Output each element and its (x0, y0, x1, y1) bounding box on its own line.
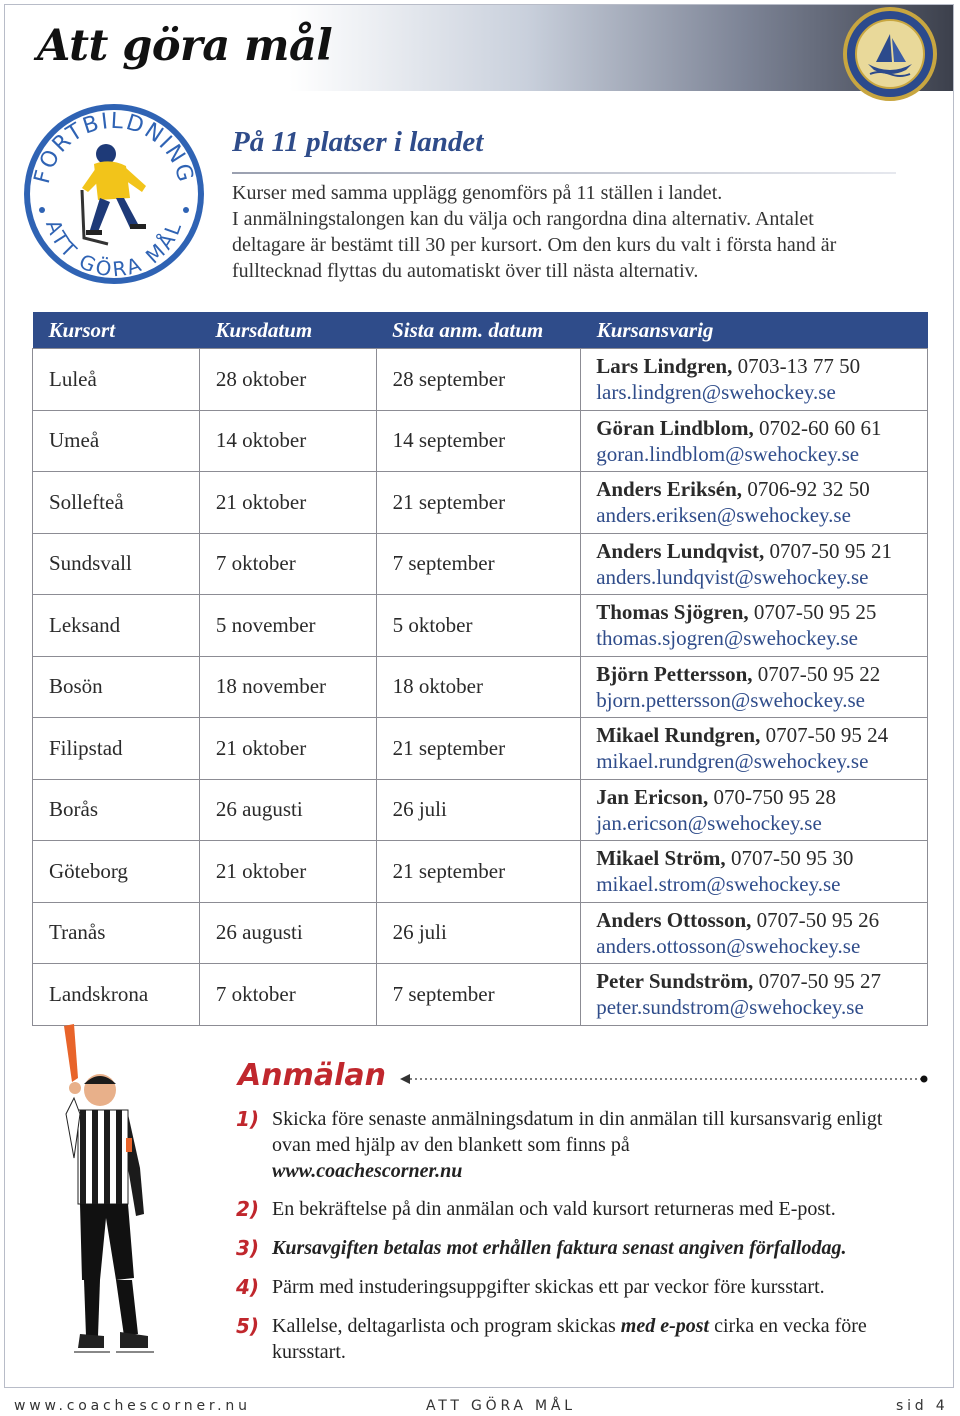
contact-name: Anders Eriksén, (596, 477, 743, 502)
course-date: 28 oktober (199, 349, 376, 411)
contact-name: Lars Lindgren, (596, 354, 733, 379)
course-contact (581, 595, 928, 657)
course-date: 7 oktober (199, 964, 376, 1026)
contact-email-link[interactable]: peter.sundstrom@swehockey.se (596, 995, 864, 1020)
step-text (272, 1313, 926, 1365)
anmalan-title: Anmälan (238, 1058, 386, 1093)
header-banner (5, 5, 953, 91)
contact-name: Mikael Rundgren, (596, 723, 761, 748)
bullet-dot-icon (921, 1076, 928, 1083)
contact-phone: 0707-50 95 22 (752, 661, 881, 686)
course-date: 5 november (199, 595, 376, 657)
step-item (236, 1235, 926, 1261)
column-header: Kursdatum (199, 312, 376, 349)
course-location: Borås (33, 779, 200, 841)
step-text: Pärm med instuderingsuppgifter skickas ett par veckor före kursstart. (272, 1276, 825, 1298)
crest-emblem (842, 6, 938, 102)
svg-text:FORTBILDNING: FORTBILDNING (29, 108, 199, 187)
contact-email-link[interactable]: mikael.rundgren@swehockey.se (596, 749, 869, 774)
arrow-left-icon (400, 1074, 410, 1084)
step-number: 3) (236, 1236, 260, 1260)
table-row (33, 410, 928, 472)
registration-deadline: 26 juli (376, 779, 581, 841)
contact-phone: 0707-50 95 30 (725, 846, 854, 871)
step-number: 4) (236, 1275, 260, 1299)
course-location: Tranås (33, 902, 200, 964)
section-divider (232, 172, 896, 174)
course-location: Filipstad (33, 718, 200, 780)
registration-deadline: 28 september (376, 349, 581, 411)
course-contact (581, 410, 928, 472)
section-title: På 11 platser i landet (232, 126, 484, 158)
contact-phone: 070-750 95 28 (708, 784, 836, 809)
contact-email-link[interactable]: anders.lundqvist@swehockey.se (596, 564, 869, 589)
step-number: 5) (236, 1314, 260, 1338)
table-row (33, 964, 928, 1026)
course-location: Luleå (33, 349, 200, 411)
registration-deadline: 14 september (376, 410, 581, 472)
course-location: Sundsvall (33, 533, 200, 595)
contact-email-link[interactable]: anders.ottosson@swehockey.se (596, 933, 861, 958)
contact-name: Mikael Ström, (596, 846, 726, 871)
dotted-arrow-line (398, 1073, 928, 1085)
fortbildning-badge (18, 98, 210, 290)
course-date: 14 oktober (199, 410, 376, 472)
course-contact (581, 349, 928, 411)
column-header: Kursort (33, 312, 200, 349)
course-date: 26 augusti (199, 902, 376, 964)
step-item (236, 1274, 926, 1300)
registration-deadline: 21 september (376, 472, 581, 534)
course-location: Sollefteå (33, 472, 200, 534)
contact-phone: 0707-50 95 21 (764, 538, 893, 563)
course-location: Leksand (33, 595, 200, 657)
registration-deadline: 18 oktober (376, 656, 581, 718)
registration-deadline: 5 oktober (376, 595, 581, 657)
course-date: 7 oktober (199, 533, 376, 595)
course-table-body (33, 349, 928, 1026)
footer-website[interactable]: www.coachescorner.nu (14, 1398, 251, 1414)
table-row (33, 533, 928, 595)
contact-name: Jan Ericson, (596, 784, 709, 809)
table-row (33, 718, 928, 780)
contact-email-link[interactable]: mikael.strom@swehockey.se (596, 872, 841, 897)
contact-email-link[interactable]: thomas.sjogren@swehockey.se (596, 626, 858, 651)
course-date: 21 oktober (199, 472, 376, 534)
intro-paragraph: Kurser med samma upplägg genomförs på 11 ställen i landet. I anmälningstalongen kan du välja och rangordna dina alternativ. Antalet deltagare är bestämt till 30 per kursort. Om den kurs du valt i första hand är fulltecknad flyttas du automatiskt över till nästa alternativ. (232, 182, 837, 282)
contact-phone: 0707-50 95 26 (751, 907, 880, 932)
step-text-emphasis: med e-post (620, 1315, 710, 1337)
course-contact (581, 841, 928, 903)
contact-name: Göran Lindblom, (596, 415, 754, 440)
table-row (33, 595, 928, 657)
registration-deadline: 7 september (376, 533, 581, 595)
contact-phone: 0707-50 95 24 (760, 723, 889, 748)
course-location: Landskrona (33, 964, 200, 1026)
step-text-before: Kallelse, deltagarlista och program skickas (272, 1315, 621, 1337)
course-date: 21 oktober (199, 841, 376, 903)
registration-deadline: 21 september (376, 841, 581, 903)
step-item (236, 1313, 926, 1365)
contact-email-link[interactable]: lars.lindgren@swehockey.se (596, 380, 836, 405)
registration-deadline: 26 juli (376, 902, 581, 964)
course-date: 26 augusti (199, 779, 376, 841)
step-number: 2) (236, 1197, 260, 1221)
step-text (272, 1106, 926, 1184)
step-text: En bekräftelse på din anmälan och vald kursort returneras med E-post. (272, 1198, 836, 1220)
table-row (33, 779, 928, 841)
contact-phone: 0702-60 60 61 (753, 415, 882, 440)
footer-title: ATT GÖRA MÅL (426, 1398, 576, 1414)
page-footer (0, 1394, 960, 1416)
registration-deadline: 7 september (376, 964, 581, 1026)
course-date: 21 oktober (199, 718, 376, 780)
contact-phone: 0706-92 32 50 (742, 477, 870, 502)
step-number: 1) (236, 1107, 260, 1131)
course-location: Göteborg (33, 841, 200, 903)
course-contact (581, 779, 928, 841)
contact-phone: 0707-50 95 27 (753, 969, 882, 994)
contact-email-link[interactable]: jan.ericson@swehockey.se (596, 810, 822, 835)
website-link[interactable]: www.coachescorner.nu (272, 1160, 463, 1182)
svg-text:ATT GÖRA MÅL: ATT GÖRA MÅL (41, 216, 187, 282)
course-contact (581, 718, 928, 780)
column-header: Sista anm. datum (376, 312, 581, 349)
contact-phone: 0707-50 95 25 (748, 600, 877, 625)
contact-name: Thomas Sjögren, (596, 600, 749, 625)
column-header: Kursansvarig (581, 312, 928, 349)
course-contact (581, 472, 928, 534)
course-contact (581, 902, 928, 964)
footer-page-number: sid 4 (896, 1398, 949, 1414)
contact-name: Peter Sundström, (596, 969, 754, 994)
course-contact (581, 964, 928, 1026)
referee-illustration (44, 1018, 174, 1370)
contact-name: Anders Lundqvist, (596, 538, 765, 563)
contact-name: Björn Pettersson, (596, 661, 753, 686)
table-row (33, 656, 928, 718)
step-text-after: cirka en vecka före kursstart. (272, 1315, 867, 1363)
course-location: Umeå (33, 410, 200, 472)
step-item (236, 1106, 926, 1184)
course-contact (581, 533, 928, 595)
table-row (33, 472, 928, 534)
contact-email-link[interactable]: anders.eriksen@swehockey.se (596, 503, 851, 528)
contact-email-link[interactable]: bjorn.pettersson@swehockey.se (596, 687, 865, 712)
contact-name: Anders Ottosson, (596, 907, 752, 932)
table-row (33, 349, 928, 411)
table-row (33, 902, 928, 964)
course-location: Bosön (33, 656, 200, 718)
step-text-body: Skicka före senaste anmälningsdatum in din anmälan till kursansvarig enligt ovan med hjälp av den blankett som finns på (272, 1108, 883, 1156)
contact-phone: 0703-13 77 50 (732, 354, 861, 379)
step-item (236, 1196, 926, 1222)
table-header-row (33, 312, 928, 349)
page-title: Att göra mål (37, 21, 333, 71)
course-date: 18 november (199, 656, 376, 718)
course-table (32, 312, 928, 1026)
table-row (33, 841, 928, 903)
contact-email-link[interactable]: goran.lindblom@swehockey.se (596, 441, 860, 466)
course-contact (581, 656, 928, 718)
step-text: Kursavgiften betalas mot erhållen faktura senast angiven förfallodag. (272, 1237, 847, 1259)
registration-deadline: 21 september (376, 718, 581, 780)
